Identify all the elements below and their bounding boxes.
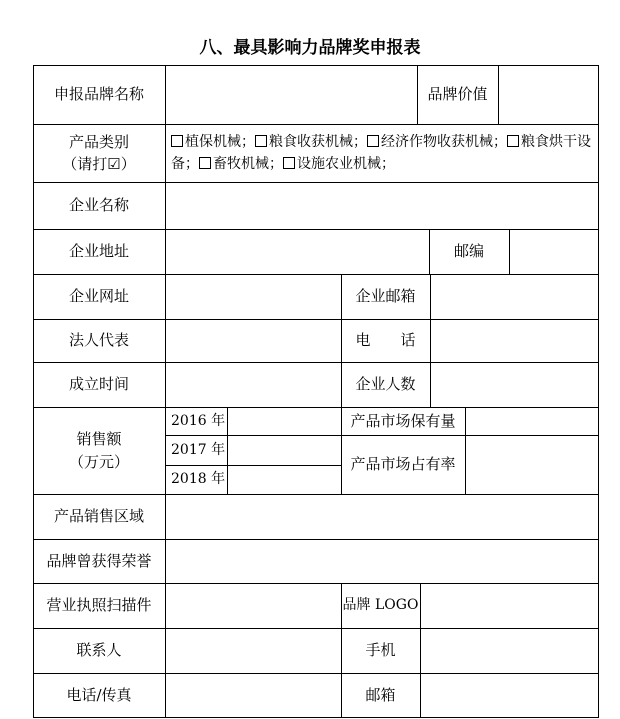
market-holdings-field[interactable] — [465, 407, 598, 435]
license-label: 营业执照扫描件 — [46, 596, 152, 615]
category-option[interactable]: 经济作物收获机械； — [367, 134, 507, 150]
sales-year-2018: 2018 年 — [171, 471, 226, 487]
company-address-label: 企业地址 — [68, 242, 129, 261]
sales-label — [33, 407, 165, 494]
category-option[interactable]: 粮食烘干设备； — [171, 134, 591, 172]
honors-label: 品牌曾获得荣誉 — [46, 551, 152, 570]
mobile-field[interactable] — [420, 628, 598, 673]
market-share-label: 产品市场占有率 — [350, 455, 456, 474]
checkbox-icon[interactable] — [283, 157, 295, 169]
category-option[interactable]: 畜牧机械； — [199, 156, 283, 172]
category-option[interactable]: 植保机械； — [171, 134, 255, 150]
checkbox-icon[interactable] — [171, 135, 183, 147]
sales-region-label: 产品销售区域 — [53, 507, 144, 526]
company-email-field[interactable] — [430, 274, 598, 319]
company-address-field[interactable] — [165, 229, 429, 274]
company-name-label: 企业名称 — [68, 196, 129, 215]
phone-fax-field[interactable] — [165, 673, 341, 717]
sales-year-2016: 2016 年 — [171, 412, 226, 429]
headcount-label: 企业人数 — [355, 375, 416, 394]
sales-label-line1: 销售额 — [76, 430, 122, 448]
sales-2017-field[interactable] — [227, 435, 341, 465]
license-field[interactable] — [165, 583, 341, 628]
postcode-label: 邮编 — [453, 242, 484, 261]
category-label — [33, 124, 165, 182]
company-email-label: 企业邮箱 — [355, 287, 416, 306]
checkbox-icon[interactable] — [199, 157, 211, 169]
headcount-field[interactable] — [430, 362, 598, 407]
brand-name-label: 申报品牌名称 — [53, 85, 144, 104]
postcode-field[interactable] — [509, 229, 598, 274]
sales-label-line2: （万元） — [68, 452, 129, 471]
legal-rep-field[interactable] — [165, 319, 341, 362]
contact-email-field[interactable] — [420, 673, 598, 717]
mobile-label: 手机 — [365, 641, 396, 660]
website-field[interactable] — [165, 274, 341, 319]
sales-year-2017: 2017 年 — [171, 441, 226, 458]
market-share-field[interactable] — [465, 435, 598, 494]
category-options — [165, 124, 598, 182]
sales-region-field[interactable] — [165, 494, 598, 539]
sales-2018-field[interactable] — [227, 465, 341, 494]
phone-field[interactable] — [430, 319, 598, 362]
founded-label: 成立时间 — [68, 375, 129, 394]
checkbox-icon[interactable] — [255, 135, 267, 147]
company-name-field[interactable] — [165, 182, 598, 229]
page-title: 八、最具影响力品牌奖申报表 — [199, 38, 421, 58]
contact-email-label: 邮箱 — [365, 685, 396, 704]
sales-2016-field[interactable] — [227, 407, 341, 435]
market-holdings-label: 产品市场保有量 — [350, 411, 456, 430]
contact-label: 联系人 — [76, 641, 122, 660]
contact-field[interactable] — [165, 628, 341, 673]
brand-name-field[interactable] — [165, 65, 417, 124]
checkbox-icon[interactable] — [507, 135, 519, 147]
category-option[interactable]: 设施农业机械； — [283, 156, 395, 172]
category-option[interactable]: 粮食收获机械； — [255, 134, 367, 150]
phone-label: 电 话 — [355, 331, 416, 350]
category-label-line1: 产品类别 — [68, 132, 129, 151]
founded-field[interactable] — [165, 362, 341, 407]
brand-value-label: 品牌价值 — [427, 85, 488, 104]
honors-field[interactable] — [165, 539, 598, 583]
brand-logo-field[interactable] — [420, 583, 598, 628]
category-label-line2: （请打☑） — [62, 155, 136, 173]
legal-rep-label: 法人代表 — [68, 331, 129, 350]
brand-value-field[interactable] — [498, 65, 598, 124]
website-label: 企业网址 — [68, 287, 129, 306]
brand-logo-label: 品牌 LOGO — [342, 597, 419, 613]
checkbox-icon[interactable] — [367, 135, 379, 147]
phone-fax-label: 电话/传真 — [66, 685, 132, 704]
